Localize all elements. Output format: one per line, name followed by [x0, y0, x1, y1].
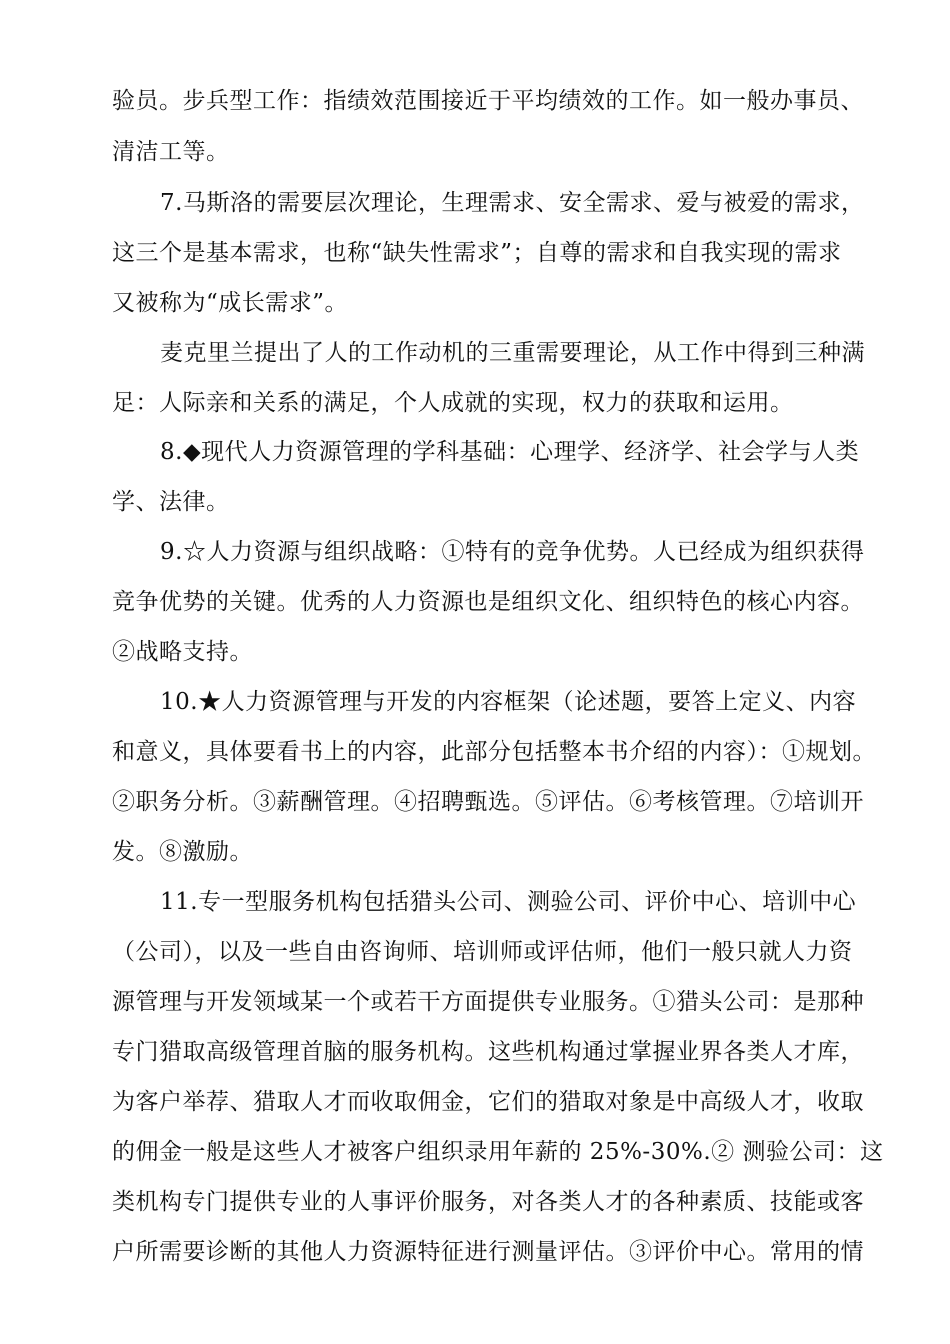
text-line: 11.专一型服务机构包括猎头公司、测验公司、评价中心、培训中心 — [160, 889, 857, 915]
text-line: 为客户举荐、猎取人才而收取佣金，它们的猎取对象是中高级人才，收取 — [112, 1089, 864, 1115]
text-line: （公司），以及一些自由咨询师、培训师或评估师，他们一般只就人力资 — [112, 939, 853, 965]
text-line: ②职务分析。③薪酬管理。④招聘甄选。⑤评估。⑥考核管理。⑦培训开 — [112, 789, 864, 815]
text-line: 和意义，具体要看书上的内容，此部分包括整本书介绍的内容）：①规划。 — [112, 739, 876, 765]
text-line: 验员。步兵型工作：指绩效范围接近于平均绩效的工作。如一般办事员、 — [112, 88, 864, 114]
text-line: 源管理与开发领域某一个或若干方面提供专业服务。①猎头公司：是那种 — [112, 989, 864, 1015]
text-line: 发。⑧激励。 — [112, 839, 253, 865]
text-line: 学、法律。 — [112, 489, 230, 515]
text-line: 8.◆现代人力资源管理的学科基础：心理学、经济学、社会学与人类 — [160, 439, 860, 465]
text-line: 竞争优势的关键。优秀的人力资源也是组织文化、组织特色的核心内容。 — [112, 589, 864, 615]
text-line: 9.☆人力资源与组织战略：①特有的竞争优势。人已经成为组织获得 — [160, 539, 865, 565]
text-line: 专门猎取高级管理首脑的服务机构。这些机构通过掌握业界各类人才库， — [112, 1039, 864, 1065]
text-line: 这三个是基本需求，也称“缺失性需求”；自尊的需求和自我实现的需求 — [112, 240, 842, 266]
text-line: 又被称为“成长需求”。 — [112, 290, 349, 316]
text-line: 的佣金一般是这些人才被客户组织录用年薪的 25%-30%.② 测验公司：这 — [112, 1139, 884, 1165]
text-line: 清洁工等。 — [112, 139, 230, 165]
text-line: 类机构专门提供专业的人事评价服务，对各类人才的各种素质、技能或客 — [112, 1189, 864, 1215]
text-line: 户所需要诊断的其他人力资源特征进行测量评估。③评价中心。常用的情 — [112, 1239, 864, 1265]
text-line: 麦克里兰提出了人的工作动机的三重需要理论，从工作中得到三种满 — [160, 340, 865, 366]
text-line: 足：人际亲和关系的满足，个人成就的实现，权力的获取和运用。 — [112, 390, 794, 416]
text-line: 7.马斯洛的需要层次理论，生理需求、安全需求、爱与被爱的需求， — [160, 190, 865, 216]
text-line: ②战略支持。 — [112, 639, 253, 665]
text-line: 10.★人力资源管理与开发的内容框架（论述题，要答上定义、内容 — [160, 689, 857, 715]
